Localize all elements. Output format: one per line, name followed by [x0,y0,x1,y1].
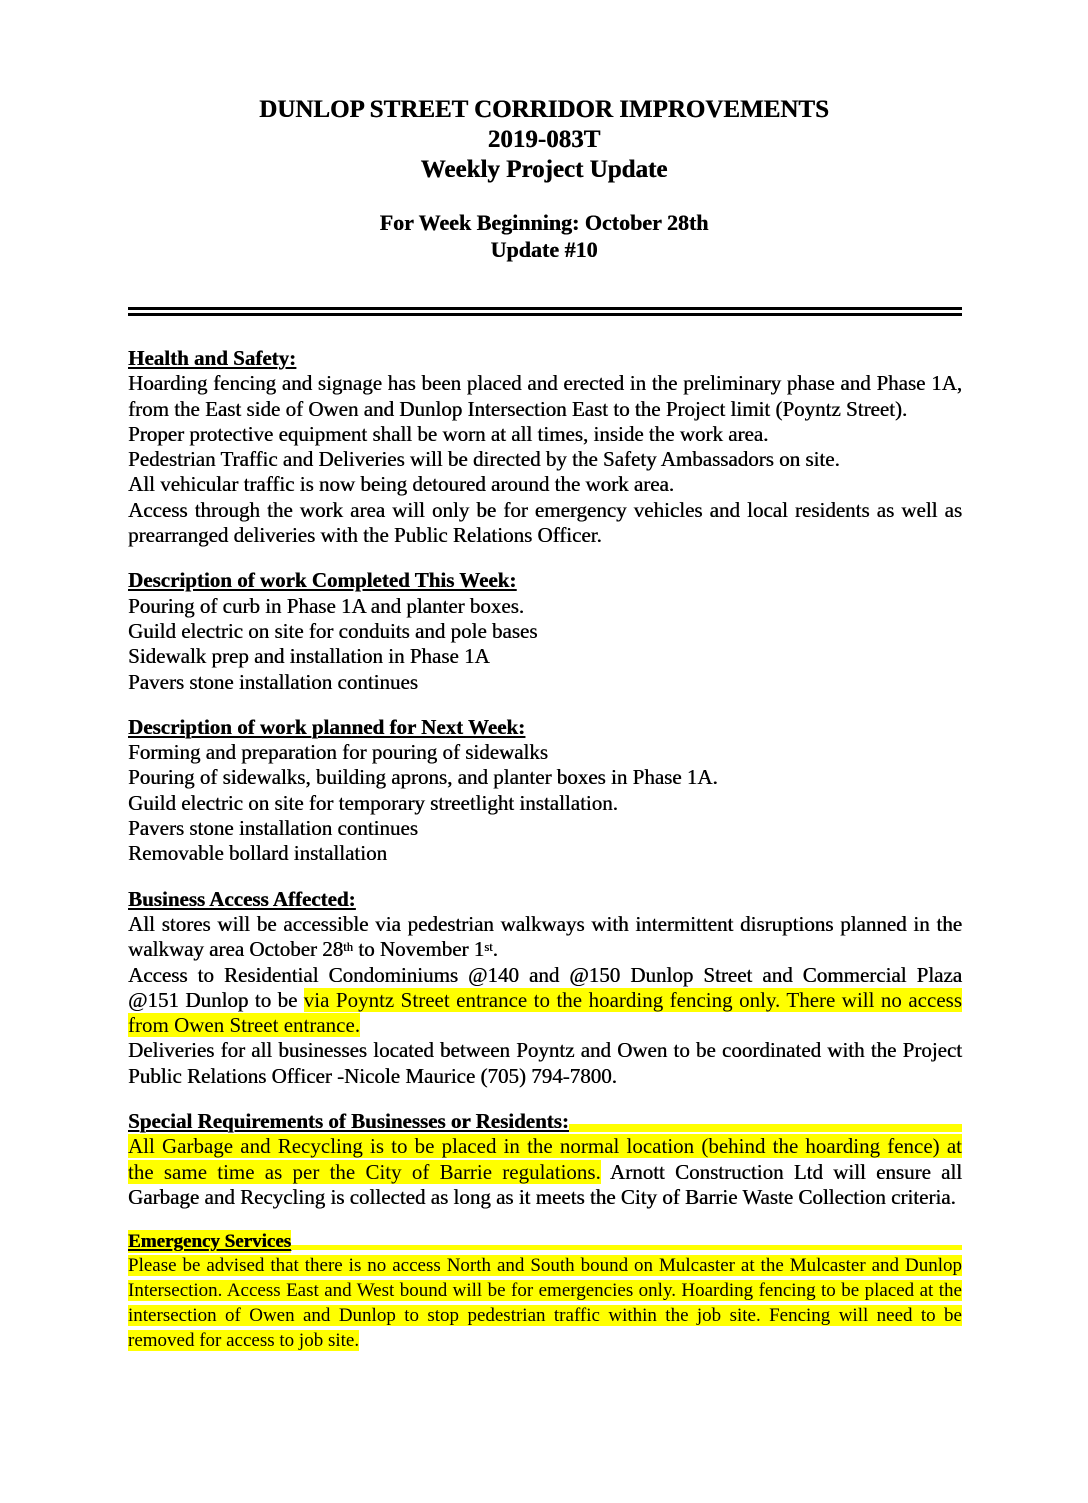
divider-double-rule [128,307,962,316]
section-heading: Emergency Services [128,1231,292,1253]
document-body [128,346,962,1353]
document-title-line2: 2019-083T [487,126,601,153]
document-page [0,95,1088,1503]
paragraph: Sidewalk prep and installation in Phase 1A [128,644,490,669]
text-run: . [492,937,498,962]
paragraph: Access through the work area will only be for emergency vehicles and local residents as well as prearranged deliveries with the Public Relations Officer. [128,497,962,548]
paragraph [128,963,962,1039]
paragraph: Pavers stone installation continues [128,816,418,841]
paragraph: Removable bollard installation [128,841,387,866]
heading-row [128,1109,962,1134]
text-run: Arnott Construction Ltd will ensure all Garbage and Recycling is collected as long as it meets the City of Barrie Waste Collection criteria. [128,1159,962,1209]
document-title-line3: Weekly Project Update [420,156,668,183]
section-work-completed [128,568,962,694]
section-work-planned [128,715,962,867]
paragraph: Pavers stone installation continues [128,669,418,694]
section-heading: Special Requirements of Businesses or Residents: [128,1109,569,1134]
paragraph: Proper protective equipment shall be worn at all times, inside the work area. [128,421,769,446]
paragraph: Pouring of sidewalks, building aprons, and planter boxes in Phase 1A. [128,765,718,790]
paragraph: Hoarding fencing and signage has been placed and erected in the preliminary phase and Phase 1A, from the East side of Owen and Dunlop Intersection East to the Project limit (Poyntz Street). [128,371,962,421]
week-beginning-line: For Week Beginning: October 28th [379,210,709,235]
paragraph: Guild electric on site for conduits and pole bases [128,618,538,643]
highlighted-text-run: Please be advised that there is no access North and South bound on Mulcaster at the Mulcaster and Dunlop Intersection. Access East and West bound will be for emergencies only. Hoarding fencing to be placed at the intersection of Owen and Dunlop to stop pedestrian traffic within the job site. Fencing will need to be removed for access to job site. [128,1255,962,1352]
paragraph: All vehicular traffic is now being detoured around the work area. [128,472,674,497]
paragraph: Forming and preparation for pouring of sidewalks [128,740,548,765]
paragraph [128,1134,962,1210]
paragraph [128,912,962,963]
section-heading: Description of work planned for Next Week: [128,714,526,739]
paragraph: Guild electric on site for temporary streetlight installation. [128,790,618,815]
ordinal-superscript: st [484,939,493,954]
paragraph: Pouring of curb in Phase 1A and planter boxes. [128,593,525,618]
update-number-line: Update #10 [490,237,598,262]
paragraph: Deliveries for all businesses located between Poyntz and Owen to be coordinated with the Project Public Relations Officer -Nicole Maurice (705) 794-7800. [128,1038,962,1088]
text-run: Access to Residential Condominiums @140 and @150 Dunlop Street and Commercial Plaza @151 Dunlop to be [128,962,962,1012]
section-health-and-safety [128,346,962,548]
document-header [0,95,1088,185]
section-emergency-services [128,1230,962,1353]
document-title-line1: DUNLOP STREET CORRIDOR IMPROVEMENTS [259,96,829,123]
section-heading: Description of work Completed This Week: [128,568,517,593]
highlight-tail-strip [291,1245,962,1250]
document-subheader [0,209,1088,263]
section-special-requirements [128,1109,962,1210]
highlight-tail-strip [569,1124,962,1132]
paragraph: Pedestrian Traffic and Deliveries will be directed by the Safety Ambassadors on site. [128,447,840,472]
paragraph [128,1253,962,1353]
heading-row [128,1230,962,1253]
highlighted-text-run: via Poyntz Street entrance to the hoarding fencing only. There will no access from Owen Street entrance. [128,987,962,1038]
text-run: All stores will be accessible via pedestrian walkways with intermittent disruptions planned in the walkway area October 28 [128,911,962,962]
section-heading: Business Access Affected: [128,886,356,911]
highlighted-text-run: All Garbage and Recycling is to be placed in the normal location (behind the hoarding fence) at the same time as per the City of Barrie regulations. [128,1134,962,1184]
text-run: to November 1 [352,937,485,962]
section-heading: Health and Safety: [128,346,296,370]
section-business-access [128,887,962,1089]
ordinal-superscript: th [343,939,353,954]
